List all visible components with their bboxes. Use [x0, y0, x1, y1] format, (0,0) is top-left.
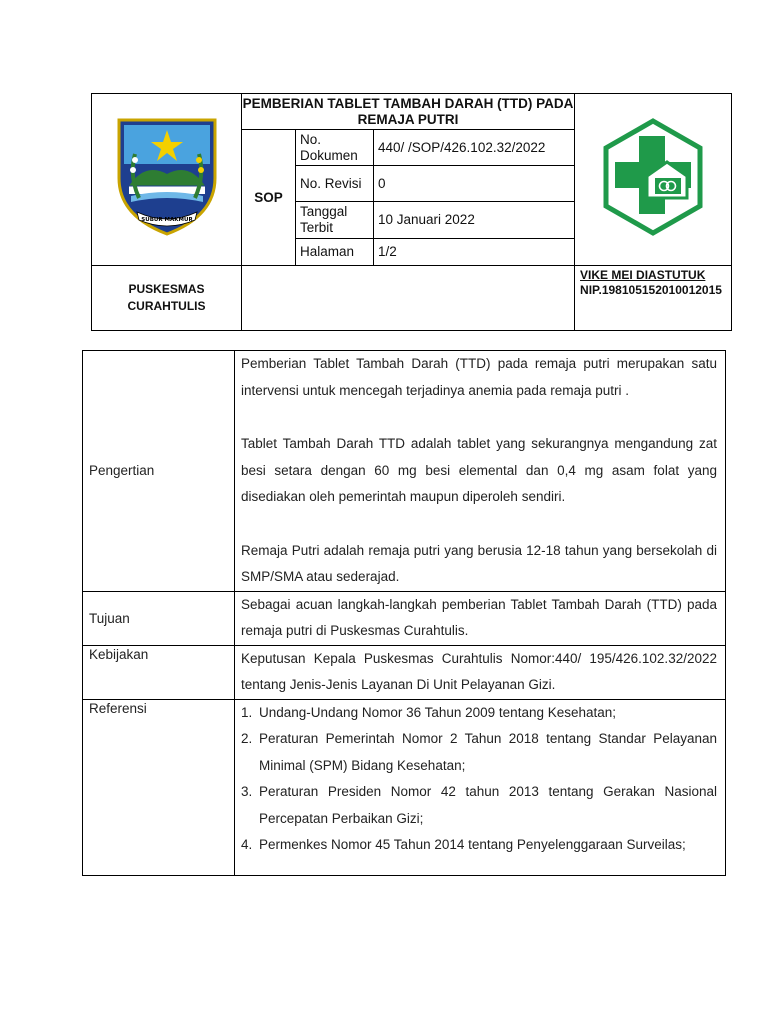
blank-signature-area [242, 266, 575, 331]
pengertian-paragraph: Remaja Putri adalah remaja putri yang berusia 12-18 tahun yang bersekolah di SMP/SMA atau sederajad. [241, 542, 717, 584]
section-label-kebijakan: Kebijakan [83, 645, 235, 699]
pengertian-paragraph: Pemberian Tablet Tambah Darah (TTD) pada remaja putri merupakan satu intervensi untuk mencegah terjadinya anemia pada remaja putri . [241, 356, 717, 398]
signer-name: VIKE MEI DIASTUTUK [580, 268, 706, 282]
reference-list [241, 700, 717, 859]
reference-item: 3. Peraturan Presiden Nomor 42 tahun 2013 tentang Gerakan Nasional Percepatan Perbaikan Gizi; [241, 784, 717, 826]
field-value-no-dokumen: 440/ /SOP/426.102.32/2022 [374, 130, 575, 166]
field-value-tanggal-terbit: 10 Januari 2022 [374, 202, 575, 239]
sop-label: SOP [242, 130, 296, 266]
puskesmas-logo-cell [575, 94, 732, 266]
organization-name-line1: PUSKESMAS [128, 282, 205, 296]
document-title: PEMBERIAN TABLET TAMBAH DARAH (TTD) PADA REMAJA PUTRI [242, 94, 575, 130]
field-value-halaman: 1/2 [374, 239, 575, 266]
regional-emblem-cell [92, 94, 242, 266]
puskesmas-logo [601, 118, 705, 236]
svg-text:SUBUR MAKMUR: SUBUR MAKMUR [140, 217, 193, 223]
field-label-no-dokumen: No. Dokumen [296, 130, 374, 166]
section-body-referensi [235, 699, 726, 875]
organization-name [92, 266, 242, 331]
pengertian-paragraph: Tablet Tambah Darah TTD adalah tablet yang sekurangnya mengandung zat besi setara dengan 60 mg besi elemental dan 0,4 mg asam folat yang disediakan oleh pemerintah maupun diperoleh sendiri. [241, 436, 717, 504]
signer-block [575, 266, 732, 331]
section-body-tujuan: Sebagai acuan langkah-langkah pemberian Tablet Tambah Darah (TTD) pada remaja putri di Puskesmas Curahtulis. [235, 591, 726, 645]
reference-item: 1. Undang-Undang Nomor 36 Tahun 2009 tentang Kesehatan; [241, 704, 617, 720]
organization-name-line2: CURAHTULIS [127, 299, 206, 313]
regional-emblem-logo [115, 116, 219, 238]
section-label-tujuan: Tujuan [83, 591, 235, 645]
sop-header-table [91, 93, 732, 331]
section-label-pengertian: Pengertian [83, 351, 235, 592]
field-label-halaman: Halaman [296, 239, 374, 266]
field-label-no-revisi: No. Revisi [296, 166, 374, 202]
section-body-kebijakan: Keputusan Kepala Puskesmas Curahtulis Nomor:440/ 195/426.102.32/2022 tentang Jenis-Jenis Layanan Di Unit Pelayanan Gizi. [235, 645, 726, 699]
reference-item: 4. Permenkes Nomor 45 Tahun 2014 tentang Penyelenggaraan Surveilas; [241, 837, 686, 852]
reference-item: 2. Peraturan Pemerintah Nomor 2 Tahun 2018 tentang Standar Pelayanan Minimal (SPM) Bidang Kesehatan; [241, 731, 717, 773]
field-label-tanggal-terbit: Tanggal Terbit [296, 202, 374, 239]
section-label-referensi: Referensi [83, 699, 235, 875]
section-body-pengertian [235, 351, 726, 592]
field-value-no-revisi: 0 [374, 166, 575, 202]
signer-nip: NIP.198105152010012015 [580, 283, 722, 297]
sop-content-table [82, 350, 726, 876]
